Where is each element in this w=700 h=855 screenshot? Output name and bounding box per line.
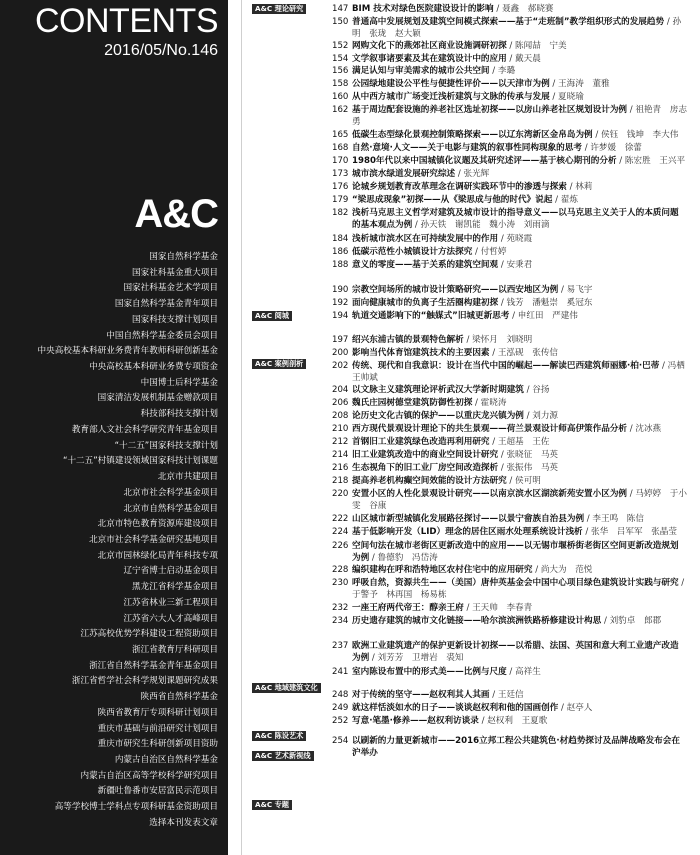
article-title [352,449,687,461]
author-names: / 张晓征 马英 [498,450,559,460]
title-text: 以文脉主义建筑理论评析武汉大学新时期建筑 [352,385,524,395]
title-text: 网购文化下的燕郊社区商业设施调研初探 [352,41,507,51]
title-text: BIM 技术对绿色医院建设设计的影响 [352,4,494,14]
author-names: / 梁怀月 刘晓明 [463,335,533,345]
article-title [352,715,687,727]
fund-item: 中央高校基本科研业务费青年教师科研创新基金 [37,346,218,357]
page-number: 212 [332,437,349,447]
title-text: 山区城市新型城镇化发展路径探讨——以景宁畲族自治县为例 [352,514,585,524]
author-names: / 陈宏胜 王兴平 [616,156,686,166]
author-names: / 刘力源 [523,411,559,421]
author-names: / 苑晓霞 [498,234,533,244]
article-title [352,640,687,664]
page-number: 222 [332,514,349,524]
page-number: 232 [332,603,349,613]
author-names: / 孙明 张珑 赵大颖 [352,17,682,39]
section-tag: A&C 专题 [252,800,292,810]
page-number: 147 [332,4,349,14]
author-names: / 张光辉 [455,169,490,179]
article-title [352,384,687,396]
author-names: / 尚大为 范悦 [532,565,593,575]
author-names: / 钱芳 潘魁崇 奚冠东 [498,298,593,308]
article-title [352,53,687,65]
author-names: / 马婷婷 于小雯 谷康 [352,489,687,511]
article-title [352,488,687,512]
title-text: “梁思成现象”初探——从《梁思成与他的时代》说起 [352,195,553,205]
author-names: / 王泓砚 张传信 [489,348,559,358]
fund-item: 陕西省自然科学基金 [140,692,218,703]
article-title [352,104,687,128]
article-title [352,475,687,487]
page-number: 173 [332,169,349,179]
title-text: 宗教空间场所的城市设计策略研究——以西安地区为例 [352,285,559,295]
title-text: 基于周边配套设施的养老社区选址初探——以房山养老社区规划设计为例 [352,105,628,115]
title-text: 论城乡规划教育改革理念在调研实践环节中的渗透与探索 [352,182,567,192]
page-number: 216 [332,463,349,473]
fund-item: 辽宁省博士启动基金项目 [123,566,218,577]
divider-line [241,0,242,855]
title-text: 城市滨水绿道发展研究综述 [352,169,456,179]
fund-item: 北京市特色教育资源库建设项目 [97,519,218,530]
section-tag: A&C 理论研究 [252,4,306,14]
article-title [352,526,687,538]
journal-logo: A&C [134,192,218,236]
article-title [352,168,687,180]
page-number: 186 [332,247,349,257]
article-title [352,129,687,141]
fund-list [0,250,218,832]
page-number: 170 [332,156,349,166]
article-title [352,233,687,245]
title-text: 历史遗存建筑的城市文化链接——哈尔滨滨洲铁路桥修建设计构思 [352,616,602,626]
title-text: 写意·笔墨·修养——赵权利访谈录 [352,716,479,726]
article-title [352,297,687,309]
page-number: 234 [332,616,349,626]
article-title [352,689,687,701]
author-names: / 赵权利 王夏歌 [478,716,548,726]
fund-item: 重庆市研究生科研创新项目资助 [97,739,218,750]
title-text: 浅析马克思主义哲学对建筑及城市设计的指导意义——以马克思主义关于人的本质问题的基本观点为例 [352,208,679,230]
article-title [352,360,694,384]
title-text: 绍兴东浦古镇的景观特色解析 [352,335,464,345]
page-number: 220 [332,489,349,499]
title-text: 自然·意境·人文——关于电影与建筑的叙事性同构现象的思考 [352,143,582,153]
title-text: 生态视角下的旧工业厂房空间改造探析 [352,463,499,473]
section-tag: A&C 陈设艺术 [252,731,306,741]
article-title [352,16,687,40]
fund-item: 江苏高校优势学科建设工程资助项目 [80,629,218,640]
page-number: 252 [332,716,349,726]
title-text: 一座王府两代帝王：醇亲王府 [352,603,464,613]
author-names: / 张华 吕军军 张晶莹 [582,527,677,537]
author-names: / 赵亭人 [558,703,593,713]
author-names: / 易飞宇 [558,285,593,295]
article-title [352,284,687,296]
page-number: 228 [332,565,349,575]
fund-item: 内蒙古自治区高等学校科学研究项目 [80,770,218,781]
page-number: 188 [332,260,349,270]
author-names: / 孙天铁 谢凯能 魏小涛 刘雨滴 [412,220,550,230]
fund-item: 国家清洁发展机制基金赠款项目 [97,393,218,404]
author-names: / 申红田 严建伟 [509,311,578,321]
page-number: 184 [332,234,349,244]
title-text: 呼吸自然，资源共生——（美国）唐仲英基金会中国中心项目绿色建筑设计实践与研究 [352,578,679,588]
author-names: / 谷扬 [523,385,550,395]
fund-item: 国家自然科学基金青年项目 [114,299,218,310]
article-title [352,3,687,15]
author-names: / 冯栖 王帅斌 [352,361,694,383]
page-number: 241 [332,667,349,677]
article-title [352,577,687,601]
title-text: 轨道交通影响下的“触媒式”旧城更新思考 [352,311,510,321]
page-number: 197 [332,335,349,345]
title-text: 提高养老机构癫空间效能的设计方法研究 [352,476,507,486]
title-text: 安置小区的人性化景观设计研究——以南京滨水区湖滨新苑安置小区为例 [352,489,628,499]
article-title [352,564,687,576]
author-names: / 张振伟 马英 [498,463,559,473]
title-text: 论历史文化古镇的保护——以重庆龙兴镇为例 [352,411,524,421]
title-text: 浅析城市滨水区在可持续发展中的作用 [352,234,499,244]
page-number: 230 [332,578,349,588]
author-names: / 刘豹卓 郎郡 [601,616,662,626]
fund-item: 黑龙江省科学基金项目 [132,582,218,593]
article-title [352,397,687,409]
article-title [352,142,687,154]
issue-number: 2016/05/No.146 [104,42,218,59]
section-tag: A&C 地域建筑文化 [252,683,321,693]
fund-item: 科技部科技支撑计划 [140,409,218,420]
title-text: 低碳示范性小城镇设计方法探究 [352,247,473,257]
title-text: 基于低影响开发（LID）理念的居住区雨水处理系统设计浅析 [352,527,583,537]
author-names: / 王海涛 董雅 [549,79,610,89]
fund-item: 高等学校博士学科点专项科研基金资助项目 [54,802,218,813]
page-number: 176 [332,182,349,192]
title-text: 魏氏庄园树德堂建筑防御性初探 [352,398,473,408]
page-number: 168 [332,143,349,153]
title-text: 室内陈设布置中的形式美——比例与尺度 [352,667,507,677]
title-text: 面向健康城市的负离子生活圈构建初探 [352,298,499,308]
page-number: 200 [332,348,349,358]
fund-item: 浙江省自然科学基金青年基金项目 [89,660,218,671]
article-title [352,666,687,678]
article-title [352,40,687,52]
title-text: 从中西方城市广场变迁浅析建筑与文脉的传承与发展 [352,92,550,102]
title-text: 1980年代以来中国城镇化议题及其研究述评——基于核心期刊的分析 [352,156,617,166]
author-names: / 林莉 [566,182,593,192]
author-names: / 付哲婷 [472,247,507,257]
author-names: / 于警予 林再国 杨易栋 [352,578,685,600]
title-text: 就这样恬淡如水的日子——谈谈赵权利和他的国画创作 [352,703,559,713]
author-names: / 高祥生 [506,667,541,677]
article-title [352,334,687,346]
section-tag: A&C 艺术新视线 [252,751,314,761]
fund-item: 内蒙古自治区自然科学基金 [114,755,218,765]
page-number: 158 [332,79,349,89]
article-title [352,735,687,759]
title-text: 对于传统的坚守——赵权利其人其画 [352,690,490,700]
article-title [352,207,687,231]
fund-item: 教育部人文社会科学研究青年基金项目 [71,424,218,435]
page-number: 226 [332,541,349,551]
title-text: 以刷新的力量更新城市——2016立邦工程公共建筑色·材趋势探讨及品牌战略发布会在沪举办 [352,736,680,758]
page-number: 214 [332,450,349,460]
author-names: / 侯钰 钱坤 李大伟 [592,130,679,140]
article-title [352,259,687,271]
page-number: 218 [332,476,349,486]
page-number: 150 [332,17,349,27]
fund-item: 江苏省六大人才高峰项目 [123,613,218,624]
article-title [352,462,687,474]
title-text: 旧工业建筑改造中的商业空间设计研究 [352,450,499,460]
article-title [352,347,687,359]
page-number: 156 [332,66,349,76]
page-number: 249 [332,703,349,713]
title-text: 编织建构在呼和浩特地区农村住宅中的应用研究 [352,565,533,575]
page-number: 224 [332,527,349,537]
section-tag: A&C 案例剖析 [252,359,306,369]
fund-item: 中国博士后科学基金 [140,377,218,388]
article-title [352,702,687,714]
fund-item: 国家科技支撑计划项目 [132,314,218,325]
author-names: / 侯可明 [506,476,541,486]
article-title [352,246,687,258]
fund-item: 中国自然科学基金委员会项目 [106,330,218,341]
page-number: 190 [332,285,349,295]
sidebar [0,0,228,855]
page-number: 154 [332,54,349,64]
article-title [352,540,687,564]
author-names: / 翟炼 [552,195,578,205]
title-text: 传统、现代和自我意识：设计在当代中国的崛起——解读巴西建筑师丽娜·柏·巴蒂 [352,361,660,371]
author-names: / 李王鸣 陈信 [584,514,644,524]
author-names: / 王廷信 [489,690,524,700]
title-text: 影响当代体育馆建筑技术的主要因素 [352,348,490,358]
author-names: / 聂鑫 郝晓赛 [493,4,554,14]
fund-item: 浙江省教育厅科研项目 [132,644,218,655]
article-title [352,181,687,193]
title-text: 西方现代景观设计理论下的共生景观——荷兰景观设计师高伊策作品分析 [352,424,628,434]
fund-item: 江苏省林业三新工程项目 [123,597,218,608]
fund-item: 中央高校基本科研业务费专项资金 [89,362,218,373]
page-number: 160 [332,92,349,102]
author-names: / 陈闻喆 宁美 [506,41,567,51]
title-text: 意义的零度——基于关系的建筑空间观 [352,260,499,270]
title-text: 普通高中发展规划及建筑空间模式探索——基于“走班制”教学组织形式的发展趋势 [352,17,665,27]
page-number: 210 [332,424,349,434]
author-names: / 许梦媛 徐蕾 [581,143,642,153]
section-tag: A&C 阅城 [252,311,292,321]
author-names: / 王超基 王佐 [489,437,550,447]
fund-item: 新疆吐鲁番市安居富民示范项目 [97,786,218,797]
title-text: 公园绿地建设公平性与便捷性评价——以天津市为例 [352,79,550,89]
fund-item: 北京市共建项目 [157,472,218,483]
article-title [352,410,687,422]
contents-title: CONTENTS [35,2,218,40]
fund-item: 国家社科基金艺术学项目 [123,283,218,294]
title-text: 满足认知与审美需求的城市公共空间 [352,66,490,76]
page-number: 179 [332,195,349,205]
fund-item: 国家自然科学基金 [149,252,218,262]
fund-item: 国家社科基金重大项目 [132,267,218,278]
author-names: / 夏晓瑜 [549,92,584,102]
article-title [352,602,687,614]
author-names: / 祖艳青 房志勇 [352,105,687,127]
author-names: / 刘芳芳 卫增岩 裘知 [369,653,464,663]
fund-item: 北京市社会科学基金研究基地项目 [89,534,218,545]
article-title [352,78,687,90]
page-number: 162 [332,105,349,115]
author-names: / 霍晓涛 [472,398,507,408]
article-title [352,91,687,103]
title-text: 空间句法在城市老街区更新改造中的应用——以无锡市堰桥街老街区空间更新改造规划为例 [352,541,679,563]
article-title [352,310,687,322]
fund-item: 北京市自然科学基金项目 [123,503,218,514]
author-names: / 王天帅 李春青 [463,603,533,613]
contents-list [252,0,700,855]
author-names: / 戴天晨 [506,54,541,64]
author-names: / 鲁德豹 冯岱涛 [369,553,438,563]
article-title [352,194,687,206]
title-text: 欧洲工业建筑遗产的保护更新设计初探——以希腊、法国、英国和意大利工业遗产改造为例 [352,641,679,663]
fund-item: 北京市社会科学基金项目 [123,487,218,498]
page-number: 204 [332,385,349,395]
title-text: 文学叙事诸要素及其在建筑设计中的应用 [352,54,507,64]
article-title [352,615,687,627]
page-number: 202 [332,361,349,371]
author-names: / 沈冰燕 [627,424,662,434]
page-number: 182 [332,208,349,218]
fund-item: “十二五”国家科技支撑计划 [114,440,218,451]
fund-item: 陕西省教育厅专项科研计划项目 [97,707,218,718]
fund-item: 浙江省哲学社会科学规划课题研究成果 [71,676,218,687]
article-title [352,436,687,448]
title-text: 首钢旧工业建筑绿色改造再利用研究 [352,437,490,447]
page-number: 192 [332,298,349,308]
fund-item: 选择本刊发表文章 [149,817,218,828]
article-title [352,65,687,77]
page-number: 208 [332,411,349,421]
article-title [352,423,687,435]
article-title [352,155,687,167]
page-number: 254 [332,736,349,746]
page-number: 248 [332,690,349,700]
title-text: 低碳生态型绿化景观控制策略探索——以辽东湾新区金帛岛为例 [352,130,593,140]
author-names: / 李璐 [489,66,516,76]
page-number: 206 [332,398,349,408]
fund-item: 北京市园林绿化局青年科技专项 [97,550,218,561]
page-number: 152 [332,41,349,51]
fund-item: “十二五”村镇建设领域国家科技计划课题 [63,456,218,467]
fund-item: 重庆市基础与前沿研究计划项目 [97,723,218,734]
page-number: 194 [332,311,349,321]
page-number: 165 [332,130,349,140]
page-number: 237 [332,641,349,651]
article-title [352,513,687,525]
author-names: / 安秉君 [498,260,533,270]
